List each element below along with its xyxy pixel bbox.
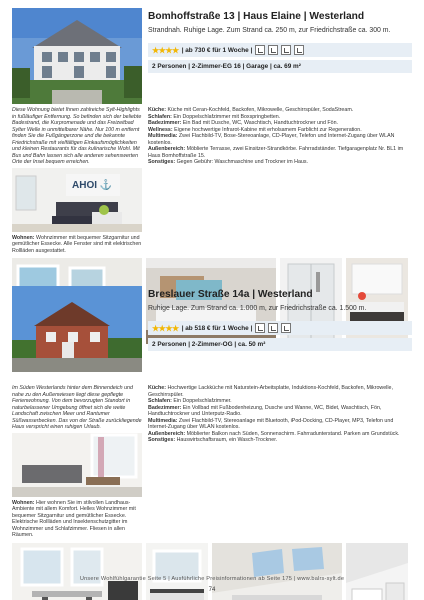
detail-label: Multimedia: bbox=[148, 417, 178, 424]
detail-wohnen bbox=[12, 235, 142, 255]
price-bar bbox=[148, 43, 412, 57]
hero-photo-house-elaine bbox=[12, 8, 142, 104]
listing-intro: Im Süden Westerlands hinter dem Binnendeich und nahe zu den Außenwiesen liegt diese gepflegte Ferienwohnung. Von dem bevorzugten Standort in naturbelassener Umgebung öffnet sich die weite Landschaft zwischen Meer und Rantumer Süßwasserbecken. Das von der Straße zurückliegende Haus verspricht einen ruhigen Urlaub. bbox=[12, 385, 142, 430]
living-room-photo bbox=[12, 433, 142, 497]
detail-label: Sonstiges: bbox=[148, 159, 176, 165]
sauna-icon bbox=[294, 45, 304, 55]
listing-title: Bomhoffstraße 13 | Haus Elaine | Westerland bbox=[148, 11, 365, 22]
price-text: | ab 730 € für 1 Woche | bbox=[181, 46, 253, 54]
detail-multimedia bbox=[148, 133, 412, 146]
wifi-icon bbox=[281, 323, 291, 333]
detail-text: Küche mit Ceran-Kochfeld, Backofen, Mikrowelle, Geschirrspüler, SodaStream. bbox=[167, 107, 354, 113]
detail-label: Sonstiges: bbox=[148, 437, 176, 443]
detail-text: Gegen Gebühr: Waschmaschine und Trockner im Haus. bbox=[176, 159, 308, 165]
detail-multimedia bbox=[148, 418, 412, 431]
listing-intro: Diese Wohnung bietet Ihnen zahlreiche Sylt-Highlights in fußläufiger Entfernung. So befinden sich der beliebte Badestrand, die Kurpromenade und das Freizeitbad Sylter Welle in unmittelbarer Nähe. Nur 100 m entfernt finden Sie die Fußgängerzone und die bekannte Friedrichstraße mit vielfältigen Einkaufsmöglichkeiten und kleinen Restaurants für das kulinarische Wohl. Mit Bus und Bahn lassen sich alle anderen sehenswerten Orte der Insel bequem erreichen. bbox=[12, 107, 142, 165]
detail-text: Zwei Flachbild-TV, Stereoanlage mit Bluetooth, iPod-Docking, CD-Player, MP3, Telefon und Internet-Zugang über WLAN kostenlos. bbox=[148, 417, 394, 430]
detail-label: Außenbereich: bbox=[148, 146, 186, 152]
detail-label: Multimedia: bbox=[148, 133, 178, 139]
detail-text: Hochwertige Lackküche mit Naturstein-Arbeitsplatte, Induktions-Kochfeld, Backofen, Mikrowelle, Geschirrspüler. bbox=[148, 385, 393, 398]
detail-text: Zwei Flachbild-TV, Bose-Stereoanlage, CD-Player, Telefon und Internet-Zugang über WLAN kostenlos. bbox=[148, 133, 395, 146]
no-pets-icon bbox=[255, 323, 265, 333]
detail-text: Ein Doppelschlafzimmer mit Boxspringbetten. bbox=[173, 113, 281, 120]
listing-breslauer-strasse bbox=[12, 286, 412, 600]
detail-text: Wohnzimmer mit bequemer Sitzgarnitur und gemütlicher Essecke. Alle Fenster sind mit elektrischen Rollläden ausgestattet. bbox=[12, 234, 142, 254]
detail-text: Ein Doppelschlafzimmer. bbox=[173, 398, 232, 404]
detail-label: Wohnen: bbox=[12, 234, 35, 241]
detail-label: Wellness: bbox=[148, 126, 173, 133]
detail-label: Badezimmer: bbox=[148, 404, 182, 411]
detail-text: Hier wohnen Sie im stilvollen Landhaus-Ambiente mit allem Komfort. Helles Wohnzimmer mit bequemer Sitzgarnitur und gemütlicher Essecke. Elektrische Rollläden und Insektenschutzgitter im Wohnzimmer und Schlafzimmer. Fliesen in allen Räumen. bbox=[12, 499, 136, 538]
price-bar bbox=[148, 321, 412, 335]
rating-stars: ★★★★ bbox=[152, 45, 179, 55]
detail-aussenbereich bbox=[148, 146, 412, 159]
page-number: 74 bbox=[208, 587, 216, 593]
detail-kueche bbox=[148, 385, 412, 398]
detail-text: Ein Vollbad mit Fußbodenheizung, Dusche und Wanne, WC, Bidet, Waschtisch, Fön, Handtuchtrockner und Unterputz-Radio. bbox=[148, 404, 382, 417]
listing-title: Breslauer Straße 14a | Westerland bbox=[148, 289, 313, 300]
rating-stars: ★★★★ bbox=[152, 323, 179, 333]
specs-bar: 2 Personen | 2-Zimmer-OG | ca. 50 m² bbox=[148, 338, 412, 351]
detail-text: Ein Bad mit Dusche, WC, Waschtisch, Handtuchtrockner und Fön. bbox=[182, 120, 338, 126]
no-pets-icon bbox=[255, 45, 265, 55]
hero-photo-breslauer bbox=[12, 286, 142, 382]
no-smoking-icon bbox=[268, 45, 278, 55]
detail-text: Möblierte Terrasse, zwei Einsitzer-Strandkörbe. Fahrradständer. Tiefgaragenplatz Nr. BL1 im Haus Bomhoffstraße 15. bbox=[148, 146, 404, 159]
page-footer: Unsere Wohlfühlgarantie Seite 5 | Ausführliche Preisinformationen ab Seite 175 | www.balrs-sylt.de bbox=[79, 576, 345, 582]
svg-text:AHOI ⚓: AHOI ⚓ bbox=[72, 179, 113, 191]
detail-label: Küche: bbox=[148, 385, 166, 391]
detail-sonstiges bbox=[148, 437, 412, 444]
detail-sonstiges bbox=[148, 159, 412, 166]
no-smoking-icon bbox=[268, 323, 278, 333]
detail-text: Eigene hochwertige Infrarot-Kabine mit erholsamem Farblicht zur Regeneration. bbox=[174, 126, 362, 133]
listing-subtitle: Strandnah. Ruhige Lage. Zum Strand ca. 250 m, zur Friedrichstraße ca. 300 m. bbox=[148, 27, 391, 34]
detail-label: Badezimmer: bbox=[148, 120, 182, 126]
detail-label: Wohnen: bbox=[12, 499, 35, 506]
detail-text: Hauswirtschaftsraum, ein Wasch-Trockner. bbox=[176, 437, 278, 443]
detail-text: Möblierter Balkon nach Süden, Sonnenschirm. Fahrradunterstand. Parken am Grundstück. bbox=[186, 430, 400, 437]
listing-subtitle: Ruhige Lage. Zum Strand ca. 1.000 m, zur Friedrichstraße ca. 1.500 m. bbox=[148, 305, 367, 312]
wifi-icon bbox=[281, 45, 291, 55]
detail-label: Außenbereich: bbox=[148, 430, 186, 437]
detail-wohnen bbox=[12, 500, 142, 539]
detail-label: Küche: bbox=[148, 107, 166, 113]
detail-badezimmer bbox=[148, 405, 412, 418]
detail-label: Schlafen: bbox=[148, 398, 172, 404]
living-room-photo bbox=[12, 168, 142, 232]
detail-label: Schlafen: bbox=[148, 113, 172, 120]
specs-bar: 2 Personen | 2-Zimmer-EG 16 | Garage | ca. 69 m² bbox=[148, 60, 412, 73]
price-text: | ab 518 € für 1 Woche | bbox=[181, 324, 253, 332]
